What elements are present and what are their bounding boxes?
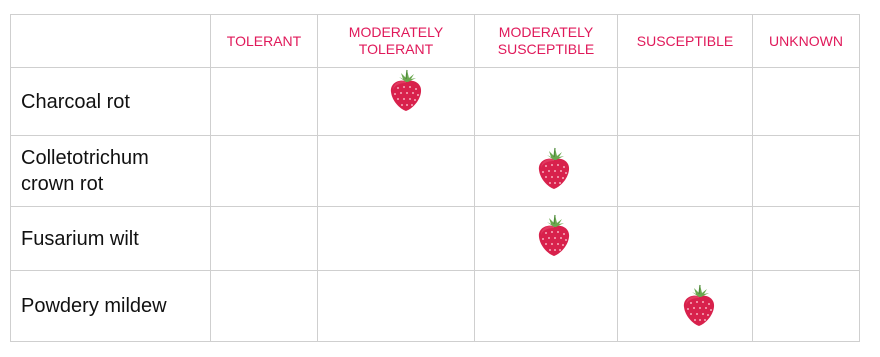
disease-name: Powdery mildew bbox=[11, 271, 211, 342]
col-label: TOLERANT bbox=[226, 32, 302, 49]
rating-cell bbox=[753, 68, 860, 136]
rating-marker bbox=[475, 136, 617, 206]
rating-cell bbox=[318, 136, 475, 207]
col-header-tolerant bbox=[211, 15, 318, 68]
rating-cell bbox=[618, 136, 753, 207]
rating-cell bbox=[475, 68, 618, 136]
rating-marker bbox=[318, 68, 474, 135]
disease-name: Colletotrichum crown rot bbox=[11, 136, 211, 207]
rating-cell bbox=[318, 207, 475, 271]
table-row bbox=[11, 68, 860, 136]
strawberry-icon bbox=[388, 68, 424, 112]
col-header-susceptible bbox=[618, 15, 753, 68]
rating-cell bbox=[475, 207, 618, 271]
rating-cell bbox=[618, 271, 753, 342]
rating-cell bbox=[211, 136, 318, 207]
rating-cell bbox=[475, 136, 618, 207]
rating-marker bbox=[475, 207, 617, 270]
rating-cell bbox=[618, 68, 753, 136]
corner-cell bbox=[11, 15, 211, 68]
rating-cell bbox=[475, 271, 618, 342]
disease-name: Charcoal rot bbox=[11, 68, 211, 136]
header-row bbox=[11, 15, 860, 68]
col-label: MODERATELY TOLERANT bbox=[348, 24, 444, 57]
disease-tolerance-table bbox=[10, 14, 860, 342]
rating-cell bbox=[618, 207, 753, 271]
rating-cell bbox=[211, 207, 318, 271]
strawberry-icon bbox=[536, 146, 572, 190]
disease-name: Fusarium wilt bbox=[11, 207, 211, 271]
rating-cell bbox=[753, 136, 860, 207]
table-row bbox=[11, 207, 860, 271]
col-label: MODERATELY SUSCEPTIBLE bbox=[497, 24, 595, 57]
col-header-unknown bbox=[753, 15, 860, 68]
rating-marker bbox=[618, 271, 752, 341]
rating-cell bbox=[318, 68, 475, 136]
strawberry-icon bbox=[536, 213, 572, 257]
col-label: UNKNOWN bbox=[769, 32, 843, 49]
rating-cell bbox=[318, 271, 475, 342]
rating-cell bbox=[211, 68, 318, 136]
rating-cell bbox=[753, 207, 860, 271]
col-header-moderately-susceptible bbox=[475, 15, 618, 68]
strawberry-icon bbox=[681, 283, 717, 327]
col-label: SUSCEPTIBLE bbox=[636, 32, 734, 49]
col-header-moderately-tolerant bbox=[318, 15, 475, 68]
table-row bbox=[11, 136, 860, 207]
rating-cell bbox=[753, 271, 860, 342]
rating-cell bbox=[211, 271, 318, 342]
table-row bbox=[11, 271, 860, 342]
